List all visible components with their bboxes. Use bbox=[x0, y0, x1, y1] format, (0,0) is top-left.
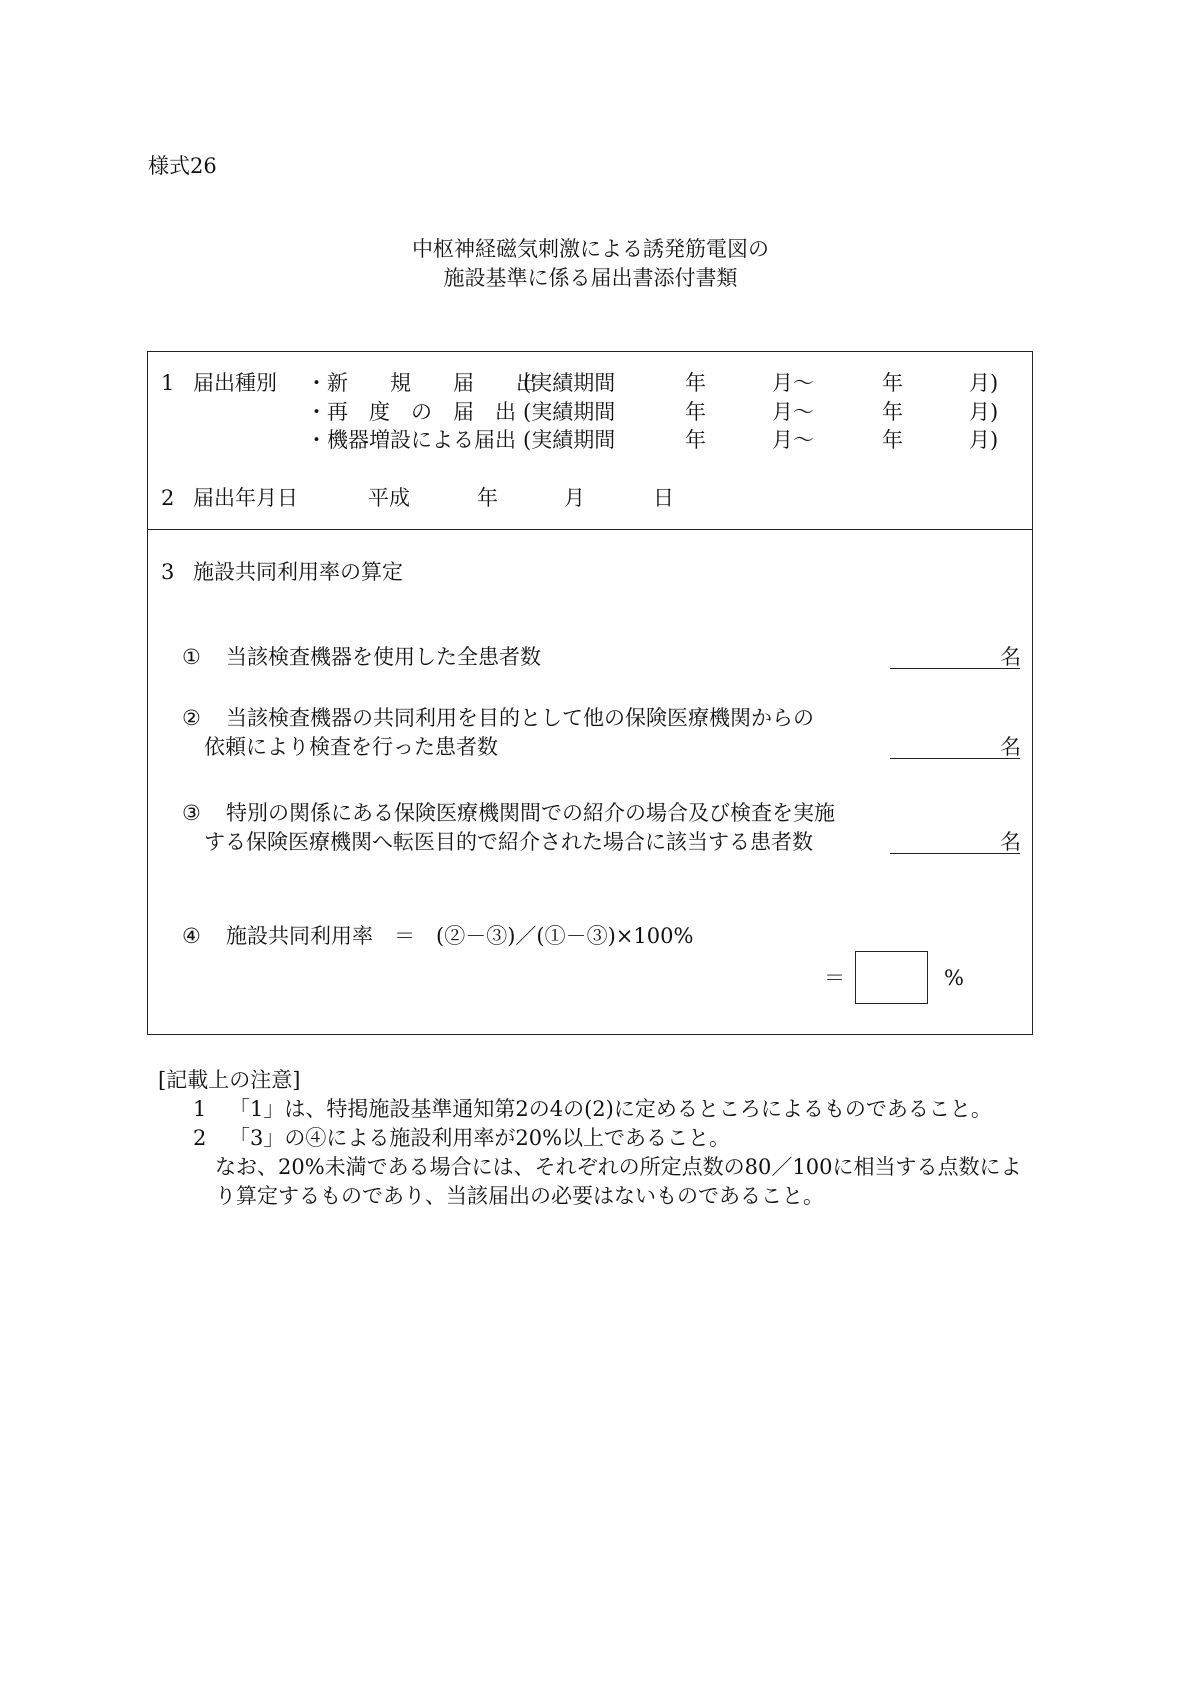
notification-type-equipment: ・機器増設による届出 bbox=[306, 428, 516, 452]
section3-label: 施設共同利用率の算定 bbox=[193, 560, 403, 584]
item2-mark: ② bbox=[182, 706, 201, 730]
item3-mark: ③ bbox=[182, 801, 201, 825]
period-start-year: 年 bbox=[685, 400, 706, 424]
note2-number: 2 bbox=[193, 1126, 207, 1150]
period-end-year: 年 bbox=[882, 428, 903, 452]
form-number: 様式26 bbox=[148, 154, 217, 178]
date-year: 年 bbox=[477, 486, 498, 510]
rate-value-box[interactable] bbox=[855, 951, 928, 1004]
note2-text-line3: り算定するものであり、当該届出の必要はないものであること。 bbox=[215, 1184, 824, 1208]
section1-label: 届出種別 bbox=[193, 371, 277, 395]
item1-unit: 名 bbox=[1000, 645, 1021, 669]
item4-formula: 施設共同利用率 ＝ (②－③)／(①－③)×100% bbox=[226, 924, 694, 948]
rate-equals-sign: ＝ bbox=[824, 966, 845, 990]
era-label: 平成 bbox=[368, 486, 410, 510]
period-label: (実績期間 bbox=[523, 428, 616, 452]
period-end-year: 年 bbox=[882, 400, 903, 424]
note2-text-line1: 「3」の④による施設利用率が20%以上であること。 bbox=[229, 1126, 731, 1150]
item3-text-line1: 特別の関係にある保険医療機関間での紹介の場合及び検査を実施 bbox=[226, 801, 835, 825]
section3-number: 3 bbox=[161, 560, 175, 584]
period-label: (実績期間 bbox=[523, 371, 616, 395]
period-end-month: 月) bbox=[969, 428, 999, 452]
period-end-month: 月) bbox=[969, 400, 999, 424]
item3-text-line2: する保険医療機関へ転医目的で紹介された場合に該当する患者数 bbox=[204, 830, 813, 854]
item2-text-line2: 依頼により検査を行った患者数 bbox=[204, 735, 498, 759]
notification-type-repeat: ・再 度 の 届 出 bbox=[306, 400, 516, 424]
period-start-month: 月～ bbox=[772, 371, 814, 395]
period-end-month: 月) bbox=[969, 371, 999, 395]
document-title-line2: 施設基準に係る届出書添付書類 bbox=[443, 266, 738, 290]
date-day: 日 bbox=[653, 486, 674, 510]
period-start-month: 月～ bbox=[772, 428, 814, 452]
item4-mark: ④ bbox=[182, 924, 201, 948]
section2-label: 届出年月日 bbox=[193, 486, 298, 510]
period-label: (実績期間 bbox=[523, 400, 616, 424]
section2-number: 2 bbox=[161, 486, 175, 510]
note1-number: 1 bbox=[193, 1097, 207, 1121]
note1-text: 「1」は、特掲施設基準通知第2の4の(2)に定めるところによるものであること。 bbox=[229, 1097, 992, 1121]
notes-header: [記載上の注意] bbox=[158, 1068, 301, 1092]
percent-sign: % bbox=[944, 966, 964, 990]
notification-type-new: ・新 規 届 出 bbox=[306, 371, 537, 395]
period-start-year: 年 bbox=[685, 371, 706, 395]
section1-number: 1 bbox=[161, 371, 175, 395]
item1-text: 当該検査機器を使用した全患者数 bbox=[226, 645, 541, 669]
item2-unit: 名 bbox=[1000, 735, 1021, 759]
item3-unit: 名 bbox=[1000, 830, 1021, 854]
period-start-month: 月～ bbox=[772, 400, 814, 424]
period-end-year: 年 bbox=[882, 371, 903, 395]
document-title-line1: 中枢神経磁気刺激による誘発筋電図の bbox=[412, 237, 769, 261]
note2-text-line2: なお、20%未満である場合には、それぞれの所定点数の80／100に相当する点数によ bbox=[215, 1155, 1022, 1179]
date-month: 月 bbox=[564, 486, 585, 510]
period-start-year: 年 bbox=[685, 428, 706, 452]
item1-mark: ① bbox=[182, 645, 201, 669]
item2-text-line1: 当該検査機器の共同利用を目的として他の保険医療機関からの bbox=[226, 706, 814, 730]
section-divider bbox=[147, 529, 1033, 530]
